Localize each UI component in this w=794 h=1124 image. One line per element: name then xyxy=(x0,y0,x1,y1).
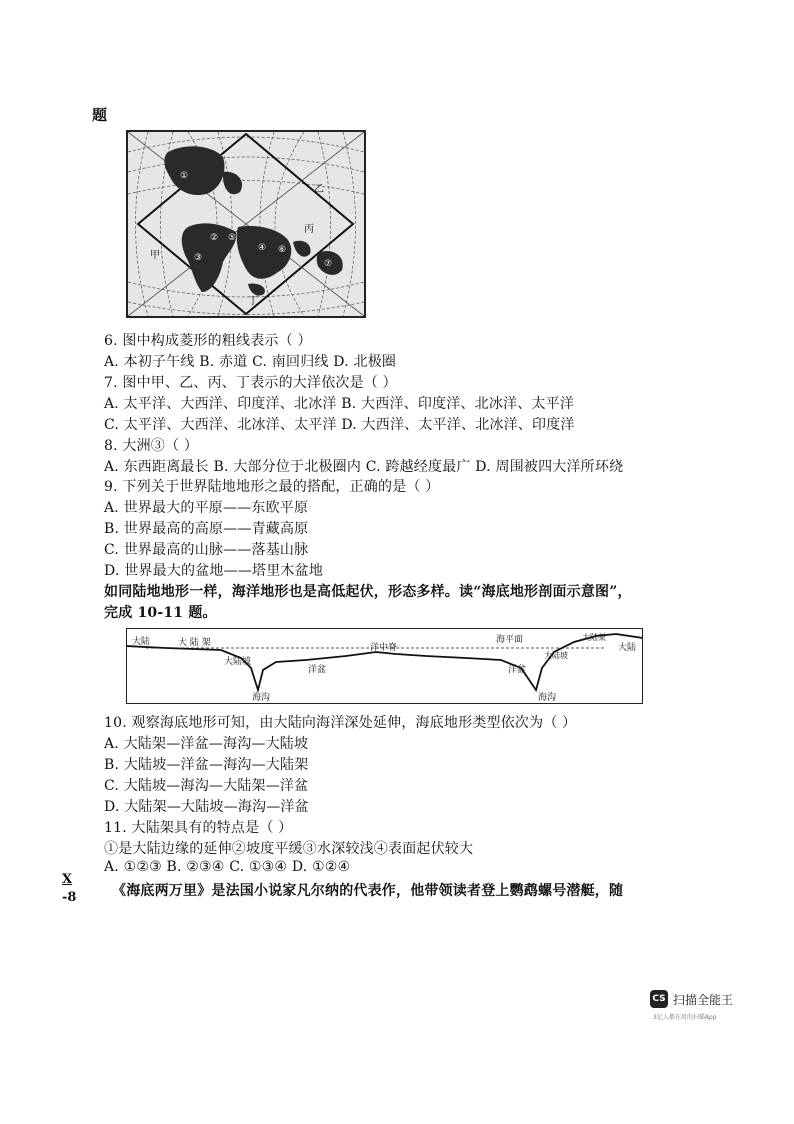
scanner-app-subtitle: 3亿人都在用的扫描App xyxy=(653,1014,717,1021)
map-label-bing: 丙 xyxy=(304,224,314,235)
q11-statements: ①是大陆边缘的延伸②坡度平缓③水深较浅④表面起伏较大 xyxy=(104,841,474,857)
q9-option-b: B. 世界最高的高原——青藏高原 xyxy=(104,521,309,537)
continent-mark-4: ④ xyxy=(258,243,267,253)
q7-options-ab: A. 太平洋、大西洋、印度洋、北冰洋 B. 大西洋、印度洋、北冰洋、太平洋 xyxy=(104,396,575,412)
world-map-figure xyxy=(126,130,366,318)
continent-mark-6: ⑥ xyxy=(278,245,287,255)
footer-passage-line: 《海底两万里》是法国小说家凡尔纳的代表作，他带领读者登上鹦鹉螺号潜艇，随 xyxy=(112,883,624,899)
scanner-logo-icon: CS xyxy=(650,990,668,1008)
q10-option-d: D. 大陆架—大陆坡—海沟—洋盆 xyxy=(104,799,309,815)
q7-options-cd: C. 太平洋、大西洋、北冰洋、太平洋 D. 大西洋、太平洋、北冰洋、印度洋 xyxy=(104,417,575,433)
q9-option-a: A. 世界最大的平原——东欧平原 xyxy=(104,500,309,516)
profile-label-sea-level: 海平面 xyxy=(496,635,524,645)
q6-options: A. 本初子午线 B. 赤道 C. 南回归线 D. 北极圈 xyxy=(104,354,397,370)
scanner-watermark xyxy=(650,990,760,1022)
q9-stem: 9. 下列关于世界陆地地形之最的搭配，正确的是（ ） xyxy=(104,479,440,495)
passage-line-1: 如同陆地地形一样，海洋地形也是高低起伏，形态多样。读“海底地形剖面示意图”， xyxy=(104,584,632,600)
profile-label-mainland-left: 大陆 xyxy=(132,637,151,647)
continent-mark-2: ② xyxy=(210,233,219,243)
map-label-jia: 甲 xyxy=(150,250,160,261)
profile-label-shelf-right: 大陆架 xyxy=(582,633,606,642)
q10-option-b: B. 大陆坡—洋盆—海沟—大陆架 xyxy=(104,757,309,773)
margin-mark-bottom: -8 xyxy=(62,890,77,905)
continent-mark-1: ① xyxy=(180,171,189,181)
section-title-fragment: 题 xyxy=(92,106,108,124)
seabed-profile-diagram xyxy=(126,628,643,704)
profile-label-slope-right: 大陆坡 xyxy=(544,651,568,660)
q11-options: A. ①②③ B. ②③④ C. ①③④ D. ①②④ xyxy=(104,859,351,875)
profile-label-trench-right: 海沟 xyxy=(538,693,557,703)
profile-label-mainland-right: 大陆 xyxy=(618,643,637,653)
q8-options: A. 东西距离最长 B. 大部分位于北极圈内 C. 跨越经度最广 D. 周围被四大洋所环绕 xyxy=(104,459,624,475)
profile-label-basin-right: 洋盆 xyxy=(508,665,527,675)
map-label-yi: 乙 xyxy=(314,184,324,195)
q10-option-c: C. 大陆坡—海沟—大陆架—洋盆 xyxy=(104,778,309,794)
q7-stem: 7. 图中甲、乙、丙、丁表示的大洋依次是（ ） xyxy=(104,375,397,391)
profile-label-ridge: 洋中脊 xyxy=(370,643,398,653)
q9-option-c: C. 世界最高的山脉——落基山脉 xyxy=(104,542,309,558)
q6-stem: 6. 图中构成菱形的粗线表示（ ） xyxy=(104,333,312,349)
world-map-graphic xyxy=(128,132,364,316)
q9-option-d: D. 世界最大的盆地——塔里木盆地 xyxy=(104,563,324,579)
q10-stem: 10. 观察海底地形可知，由大陆向海洋深处延伸，海底地形类型依次为（ ） xyxy=(104,715,577,731)
profile-label-trench-left: 海沟 xyxy=(252,693,271,703)
continent-mark-3: ③ xyxy=(194,253,203,263)
continent-mark-5: ⑤ xyxy=(228,233,237,243)
scanner-app-name: 扫描全能王 xyxy=(673,993,734,1007)
profile-label-slope-left: 大陆坡 xyxy=(224,657,252,667)
passage-line-2: 完成 10-11 题。 xyxy=(104,605,217,621)
q10-option-a: A. 大陆架—洋盆—海沟—大陆坡 xyxy=(104,736,309,752)
q8-stem: 8. 大洲③（ ） xyxy=(104,438,199,454)
margin-mark-top: X xyxy=(62,872,73,887)
profile-label-basin-left: 洋盆 xyxy=(308,665,327,675)
map-label-ding: 丁 xyxy=(248,296,258,307)
profile-label-shelf-left: 大 陆 架 xyxy=(178,638,211,648)
q11-stem: 11. 大陆架具有的特点是（ ） xyxy=(104,820,293,836)
continent-mark-7: ⑦ xyxy=(324,259,333,269)
